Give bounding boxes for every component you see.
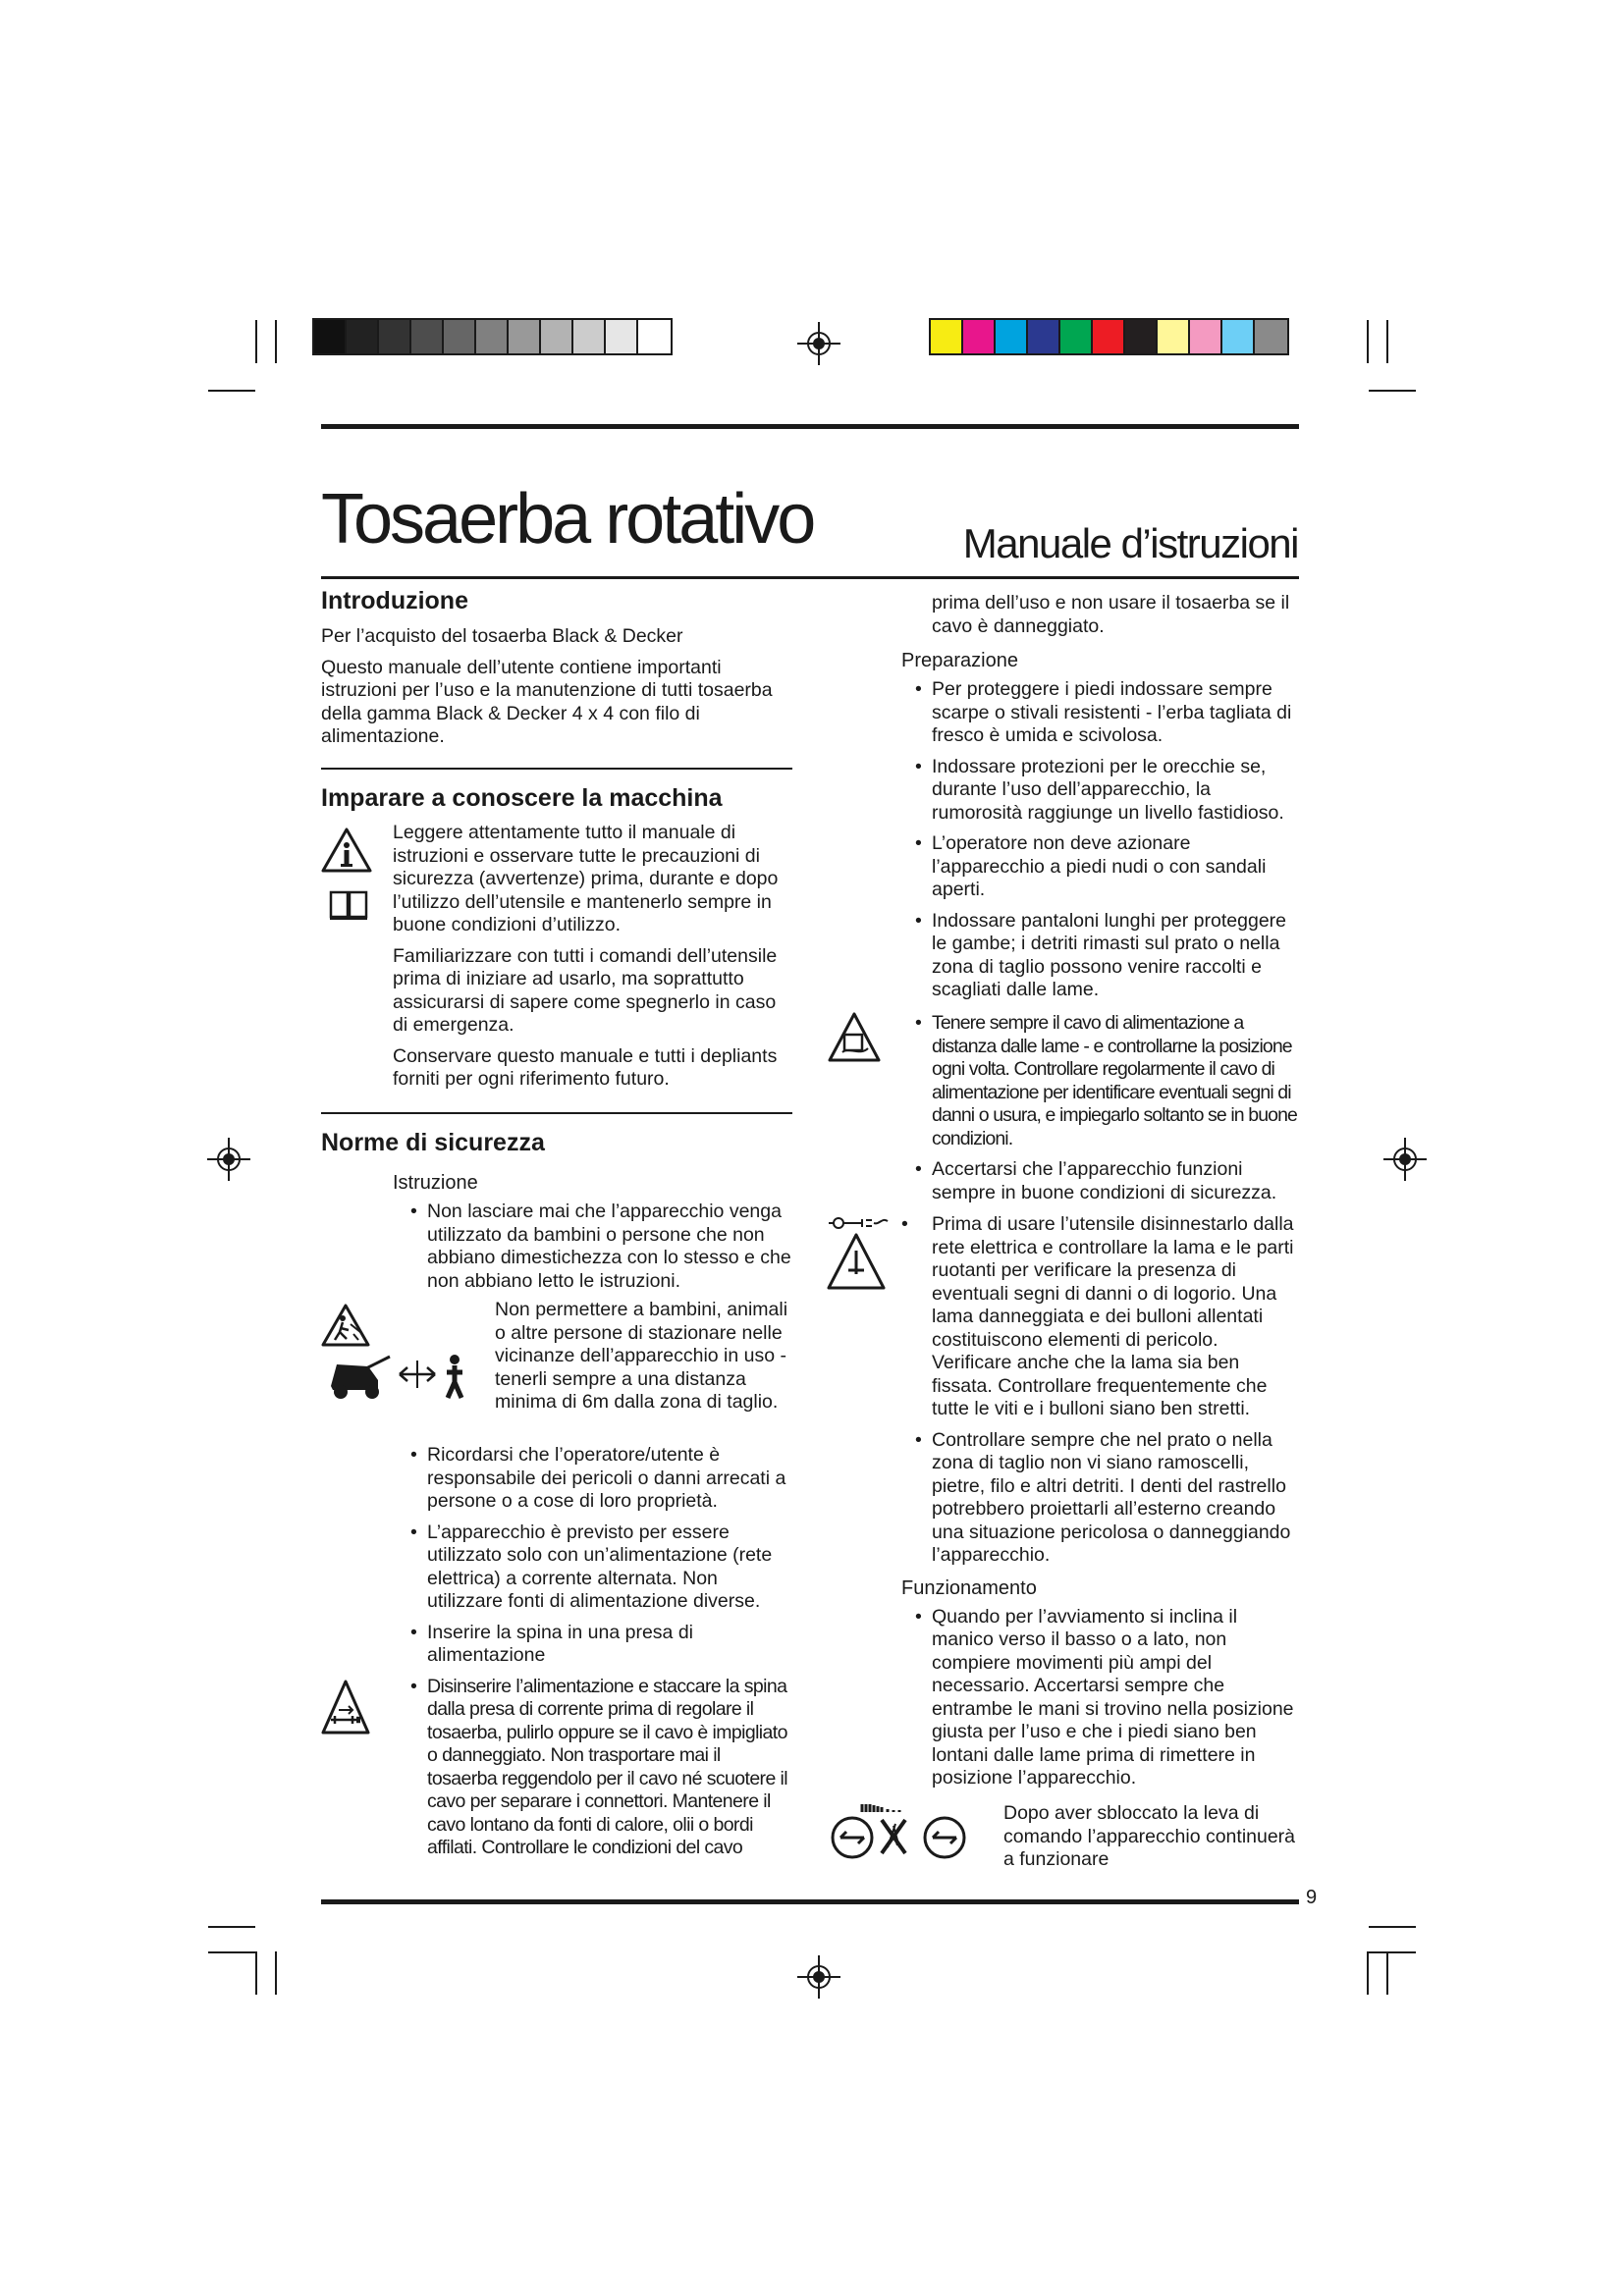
subtitle-rule — [321, 576, 1299, 579]
unplug-warning-icon — [321, 1679, 370, 1737]
color-swatch-2 — [963, 320, 996, 353]
intro-text-1: Per l’acquisto del tosaerba Black & Decker — [321, 625, 683, 647]
divider — [321, 768, 792, 770]
color-bar — [929, 318, 1289, 355]
intro-text-2: Questo manuale dell’utente contiene importanti istruzioni per l’uso e la manutenzione di tutti tosaerba della gamma Black & Decker 4 x 4 con filo di alimentazione. — [321, 656, 773, 747]
top-rule — [321, 424, 1299, 429]
color-swatch-8 — [1158, 320, 1190, 353]
registration-mark-icon — [797, 1955, 840, 1999]
imparare-body — [393, 822, 793, 1092]
right-column — [901, 592, 1300, 1002]
imparare-text-1: Leggere attentamente tutto il manuale di istruzioni e osservare tutte le precauzioni di sicurezza (avvertenze) prima, durante e dopo l’utilizzo dell’utensile e mantenerlo sempre in buone condizioni d’utilizzo. — [393, 822, 779, 935]
blade-inspect-icon — [827, 1213, 890, 1292]
cord-blade-warning-icon — [827, 1011, 882, 1066]
bottom-rule — [321, 1899, 1299, 1904]
section-norme — [321, 1129, 792, 1157]
prep-bullet-6: • Accertarsi che l’apparecchio funzioni sempre in buone condizioni di sicurezza. — [901, 1158, 1300, 1204]
gray-swatch-5 — [444, 320, 476, 353]
color-swatch-6 — [1093, 320, 1125, 353]
funz-blade-note — [1003, 1802, 1300, 1872]
gray-swatch-2 — [347, 320, 379, 353]
prep-bullet-1: • Per proteggere i piedi indossare sempre scarpe o stivali resistenti - l’erba tagliata di fresco è umida e scivolosa. — [901, 678, 1300, 748]
istruzione-bullet-1: • Non lasciare mai che l’apparecchio venga utilizzato da bambini o persone che non abbiano dimestichezza con lo stesso e che non abbiano letto le istruzioni. — [393, 1201, 793, 1293]
registration-mark-icon — [207, 1138, 250, 1181]
color-swatch-9 — [1190, 320, 1222, 353]
color-swatch-10 — [1222, 320, 1255, 353]
gray-swatch-10 — [606, 320, 638, 353]
prep-bullet-8: • Controllare sempre che nel prato o nella zona di taglio non vi siano ramoscelli, pietre, filo e altri detriti. I denti del rastrello potrebbero proiettarli all’esterno creando una situazione pericolosa o danneggiando l’apparecchio. — [901, 1429, 1300, 1568]
gray-swatch-8 — [541, 320, 573, 353]
heading-istruzione: Istruzione — [393, 1172, 478, 1194]
cord-check-continuation: prima dell’uso e non usare il tosaerba se il cavo è danneggiato. — [932, 592, 1290, 637]
page-title: Tosaerba rotativo — [321, 480, 814, 560]
heading-introduzione: Introduzione — [321, 587, 468, 614]
prep-bullet-5: • Tenere sempre il cavo di alimentazione a distanza dalle lame - e controllarne la posizione ogni volta. Controllare regolarmente il cavo di alimentazione per identificare eventuali segni di danni o usura, e impiegarlo soltanto se in buone condizioni. — [901, 1012, 1300, 1150]
gray-swatch-11 — [638, 320, 671, 353]
prep-bullet-7-text: Prima di usare l’utensile disinnestarlo dalla rete elettrica e controllare la lama e le parti ruotanti per verificare la presenza di eventuali segni di danni o di logorio. Una lama danneggiata e dei bulloni allentati costituiscono elementi di pericolo. Verificare anche che la lama sia ben fissata. Controllare frequentemente che tutte le viti e i bulloni siano ben stretti. — [932, 1213, 1294, 1419]
gray-swatch-6 — [476, 320, 509, 353]
color-swatch-5 — [1060, 320, 1093, 353]
color-swatch-1 — [931, 320, 963, 353]
gray-swatch-1 — [314, 320, 347, 353]
children-warning-icon — [321, 1303, 370, 1348]
color-swatch-11 — [1255, 320, 1287, 353]
norme-bullet-4: • Inserire la spina in una presa di alimentazione — [393, 1622, 793, 1668]
manual-book-icon — [328, 887, 369, 921]
section-imparare — [321, 784, 792, 813]
norme-istruzione — [393, 1172, 793, 1293]
norme-bullets — [393, 1444, 793, 1860]
page-number: 9 — [1306, 1887, 1318, 1908]
warning-triangle-icon — [321, 827, 372, 874]
norme-bullet-3: • L’apparecchio è previsto per essere utilizzato solo con un’alimentazione (rete elettrica) a corrente alternata. Non utilizzare fonti di alimentazione diverse. — [393, 1522, 793, 1614]
norme-bullet-5: • Disinserire l’alimentazione e staccare la spina dalla presa di corrente prima di regolare il tosaerba, pulirlo oppure se il cavo è impigliato o danneggiato. Non trasportare mai il tosaerba reggendolo per il cavo né scuotere il cavo per separare i connettori. Mantenere il cavo lontano da fonti di calore, olii o bordi affilati. Controllare le condizioni del cavo — [393, 1676, 793, 1860]
color-swatch-7 — [1125, 320, 1158, 353]
grayscale-bar — [312, 318, 673, 355]
divider — [321, 1112, 792, 1114]
gray-swatch-7 — [509, 320, 541, 353]
prep-bullet-4: • Indossare pantaloni lunghi per proteggere le gambe; i detriti rimasti sul prato o nella zona di taglio possono venire raccolti e scagliati dalle lame. — [901, 910, 1300, 1002]
mower-distance-icon — [327, 1353, 478, 1402]
section-introduzione — [321, 587, 792, 749]
heading-imparare: Imparare a conoscere la macchina — [321, 784, 723, 812]
norme-bullet-2: • Ricordarsi che l’operatore/utente è responsabile dei pericoli o danni arrecati a persone o a cose di loro proprietà. — [393, 1444, 793, 1514]
gray-swatch-4 — [411, 320, 444, 353]
heading-preparazione: Preparazione — [901, 650, 1018, 671]
gray-swatch-3 — [379, 320, 411, 353]
registration-mark-icon — [797, 322, 840, 365]
children-warning-text: Non permettere a bambini, animali o altre persone di stazionare nelle vicinanze dell’apparecchio in uso - tenerli sempre a una distanza minima di 6m dalla zona di taglio. — [495, 1299, 788, 1413]
color-swatch-4 — [1028, 320, 1060, 353]
prep-bullet-3: • L’operatore non deve azionare l’apparecchio a piedi nudi o con sandali aperti. — [901, 832, 1300, 902]
right-cord-block — [901, 1012, 1300, 1204]
prep-bullet-7 — [901, 1213, 1300, 1421]
page-subtitle: Manuale d’istruzioni — [962, 520, 1298, 566]
right-blade-block — [901, 1213, 1300, 1790]
funz-text-2: Dopo aver sbloccato la leva di comando l’apparecchio continuerà a funzionare — [1003, 1802, 1296, 1870]
imparare-text-2: Familiarizzare con tutti i comandi dell’utensile prima di iniziare ad usarlo, ma soprattutto assicurarsi di sapere come spegnerlo in caso di emergenza. — [393, 944, 778, 1036]
funz-bullet-1: • Quando per l’avviamento si inclina il manico verso il basso o a lato, non compiere movimenti più ampi del necessario. Accertarsi sempre che entrambe le mani si trovino nella posizione giusta per l’uso e che i piedi siano ben lontani dalle lame prima di rimettere in posizione l’apparecchio. — [901, 1606, 1300, 1790]
color-swatch-3 — [996, 320, 1028, 353]
heading-funzionamento: Funzionamento — [901, 1576, 1037, 1599]
heading-norme: Norme di sicurezza — [321, 1129, 545, 1156]
imparare-text-3: Conservare questo manuale e tutti i depliants forniti per ogni riferimento futuro. — [393, 1044, 778, 1090]
registration-mark-icon — [1383, 1138, 1427, 1181]
children-warning — [495, 1299, 793, 1415]
blade-rotation-icon — [827, 1802, 990, 1861]
prep-bullet-2: • Indossare protezioni per le orecchie se, durante l’uso dell’apparecchio, la rumorosità raggiunge un livello fastidioso. — [901, 756, 1300, 826]
gray-swatch-9 — [573, 320, 606, 353]
